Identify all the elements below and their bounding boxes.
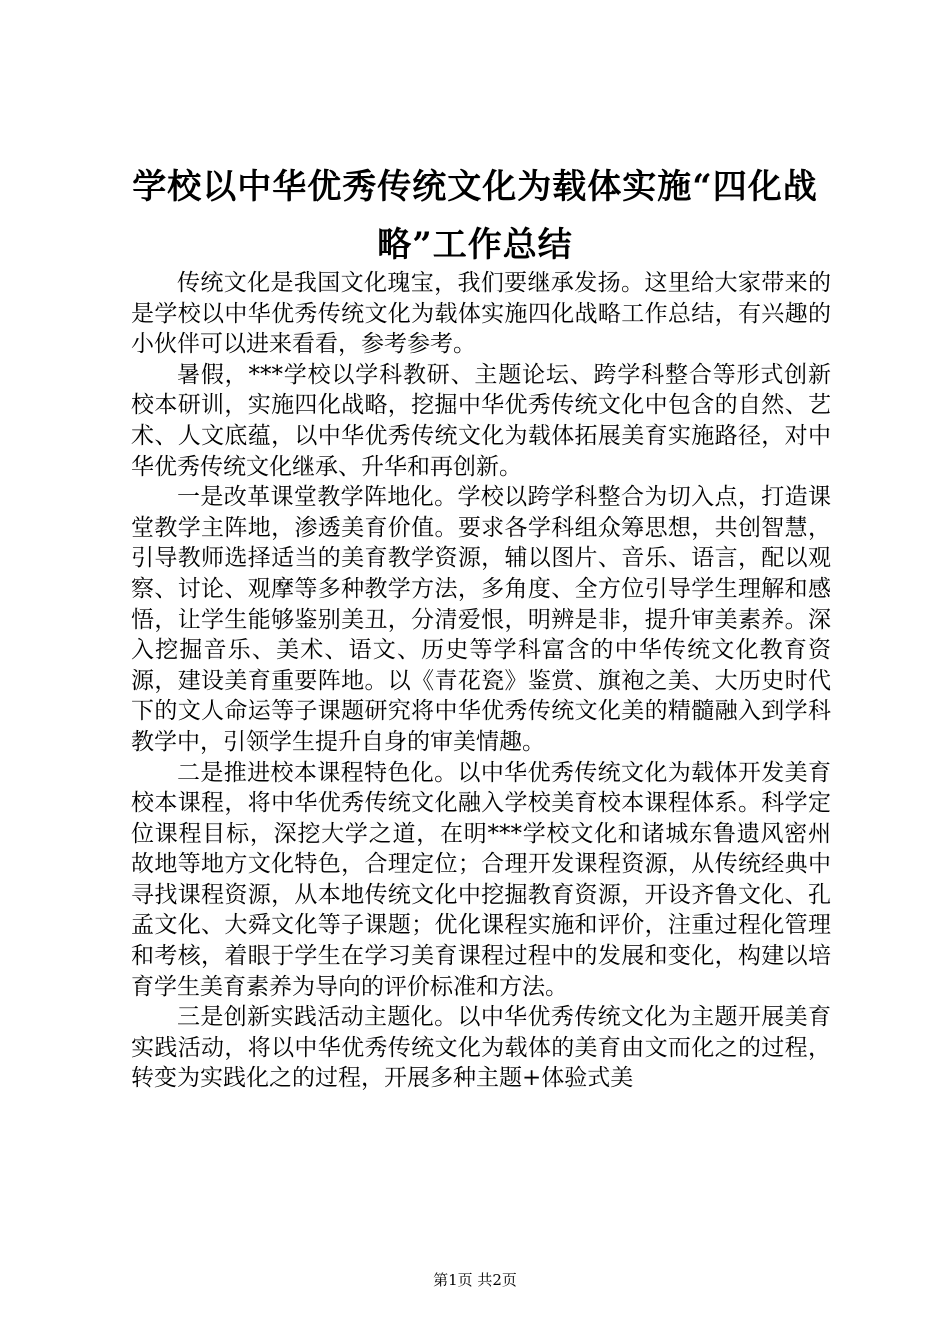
paragraph: 三是创新实践活动主题化。以中华优秀传统文化为主题开展美育实践活动，将以中华优秀传统文化为载体的美育由文而化之的过程，转变为实践化之的过程，开展多种主题+体验式美 bbox=[131, 1004, 831, 1092]
document-body bbox=[131, 268, 831, 1094]
paragraph: 暑假，***学校以学科教研、主题论坛、跨学科整合等形式创新校本研训，实施四化战略，挖掘中华优秀传统文化中包含的自然、艺术、人文底蕴，以中华优秀传统文化为载体拓展美育实施路径，对中华优秀传统文化继承、升华和再创新。 bbox=[131, 361, 831, 480]
document-title: 学校以中华优秀传统文化为载体实施“四化战略”工作总结 bbox=[132, 167, 818, 265]
paragraph: 二是推进校本课程特色化。以中华优秀传统文化为载体开发美育校本课程，将中华优秀传统文化融入学校美育校本课程体系。科学定位课程目标，深挖大学之道，在明***学校文化和诸城东鲁遗风密州故地等地方文化特色，合理定位；合理开发课程资源，从传统经典中寻找课程资源，从本地传统文化中挖掘教育资源，开设齐鲁文化、孔孟文化、大舜文化等子课题；优化课程实施和评价，注重过程化管理和考核，着眼于学生在学习美育课程过程中的发展和变化，构建以培育学生美育素养为导向的评价标准和方法。 bbox=[131, 759, 831, 1000]
page-footer: 第1页 共2页 bbox=[433, 1271, 517, 1289]
paragraph: 一是改革课堂教学阵地化。学校以跨学科整合为切入点，打造课堂教学主阵地，渗透美育价值。要求各学科组众筹思想，共创智慧，引导教师选择适当的美育教学资源，辅以图片、音乐、语言，配以观察、讨论、观摩等多种教学方法，多角度、全方位引导学生理解和感悟，让学生能够鉴别美丑，分清爱恨，明辨是非，提升审美素养。深入挖掘音乐、美术、语文、历史等学科富含的中华传统文化教育资源，建设美育重要阵地。以《青花瓷》鉴赏、旗袍之美、大历史时代下的文人命运等子课题研究将中华优秀传统文化美的精髓融入到学科教学中，引领学生提升自身的审美情趣。 bbox=[131, 484, 831, 755]
paragraph: 传统文化是我国文化瑰宝，我们要继承发扬。这里给大家带来的是学校以中华优秀传统文化为载体实施四化战略工作总结，有兴趣的小伙伴可以进来看看，参考参考。 bbox=[131, 270, 831, 358]
